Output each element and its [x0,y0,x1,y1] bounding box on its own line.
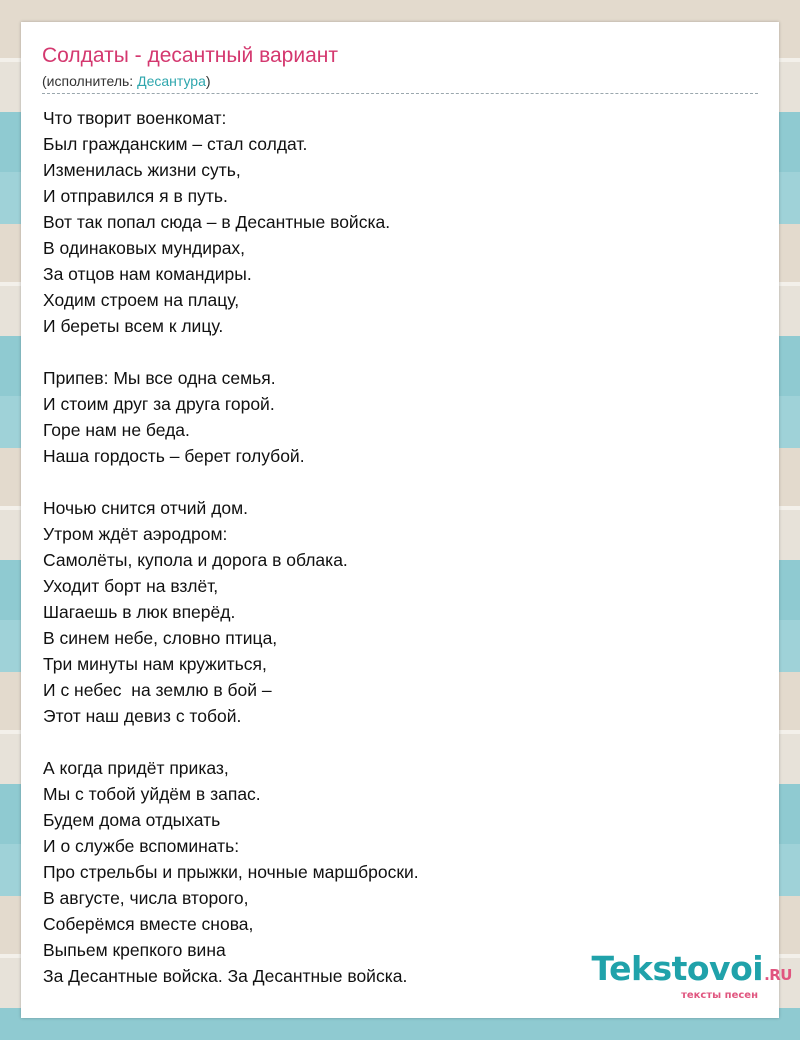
logo-tagline: тексты песен [681,990,758,1001]
verse-1 [43,105,743,339]
performer-prefix: (исполнитель: [42,73,138,89]
lyric-line: Горе нам не беда. [43,420,190,440]
lyric-line: Соберёмся вместе снова, [43,914,254,934]
chorus [43,365,743,469]
lyric-line: Мы с тобой уйдём в запас. [43,784,261,804]
lyric-line: И береты всем к лицу. [43,316,224,336]
lyric-line: Утром ждёт аэродром: [43,524,228,544]
song-title: Солдаты - десантный вариант [42,44,338,67]
lyric-line: Вот так попал сюда – в Десантные войска. [43,212,391,232]
logo-name: Tekstovoi [591,949,764,988]
lyric-line: Уходит борт на взлёт, [43,576,219,596]
lyric-line: И с небес на землю в бой – [43,680,272,700]
divider [42,93,758,94]
lyric-line: Шагаешь в люк вперёд. [43,602,236,622]
lyric-line: За Десантные войска. За Десантные войска. [43,966,408,986]
lyric-line: В синем небе, словно птица, [43,628,278,648]
logo-wordmark [591,949,792,992]
lyric-line: Ночью снится отчий дом. [43,498,249,518]
lyrics-card [21,22,779,1018]
lyric-line: Выпьем крепкого вина [43,940,226,960]
site-logo[interactable] [591,949,792,1001]
lyric-line: И о службе вспоминать: [43,836,240,856]
lyrics-text [43,105,743,989]
lyric-line: Изменилась жизни суть, [43,160,241,180]
lyric-line: Будем дома отдыхать [43,810,221,830]
lyric-line: И отправился я в путь. [43,186,228,206]
performer-link[interactable]: Десантура [137,73,206,89]
lyric-line: В одинаковых мундирах, [43,238,246,258]
logo-tld: .RU [764,966,792,984]
lyric-line: В августе, числа второго, [43,888,249,908]
lyric-line: Что творит военкомат: [43,108,227,128]
lyric-line: И стоим друг за друга горой. [43,394,275,414]
lyric-line: За отцов нам командиры. [43,264,252,284]
lyric-line: Этот наш девиз с тобой. [43,706,242,726]
lyric-line: Припев: Мы все одна семья. [43,368,276,388]
lyric-line: Был гражданским – стал солдат. [43,134,308,154]
performer-line [42,73,211,89]
verse-2 [43,495,743,729]
lyric-line: Самолёты, купола и дорога в облака. [43,550,348,570]
lyric-line: Про стрельбы и прыжки, ночные маршброски. [43,862,419,882]
lyric-line: А когда придёт приказ, [43,758,229,778]
performer-suffix: ) [205,73,211,89]
lyric-line: Ходим строем на плацу, [43,290,240,310]
lyric-line: Три минуты нам кружиться, [43,654,267,674]
lyric-line: Наша гордость – берет голубой. [43,446,305,466]
